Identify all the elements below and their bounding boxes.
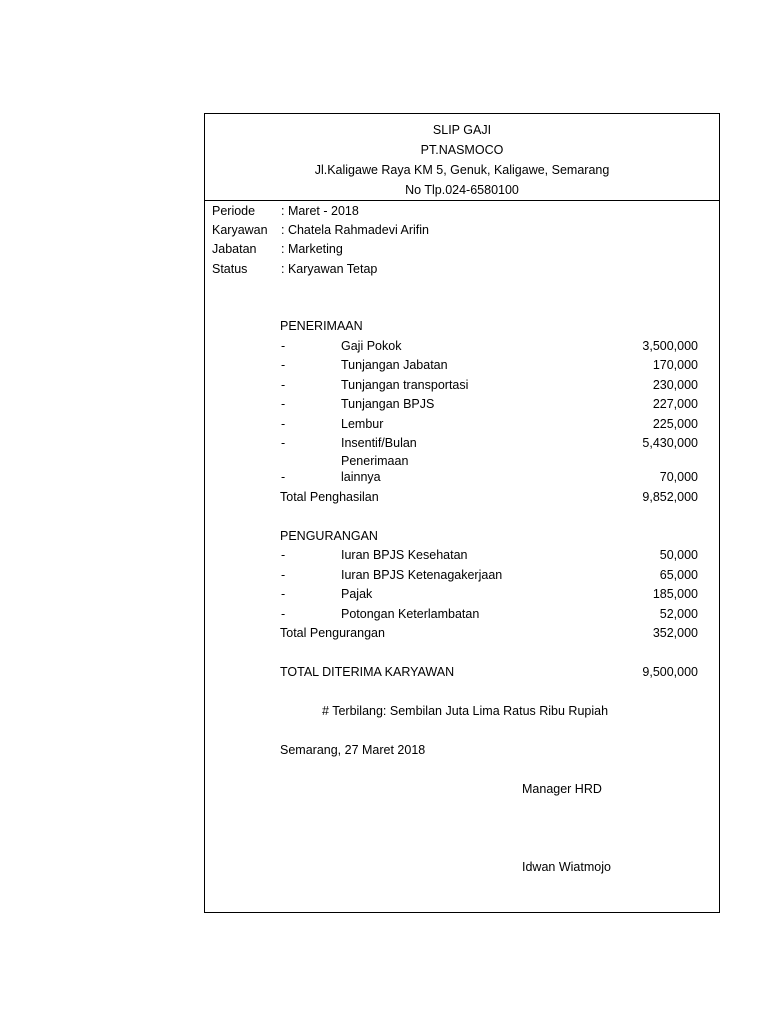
total-diterima-label: TOTAL DITERIMA KARYAWAN	[280, 665, 455, 679]
list-item-dash: -	[281, 568, 286, 582]
list-item-dash: -	[281, 548, 286, 562]
list-item-amount: 50,000	[659, 548, 698, 562]
info-label-periode: Periode	[212, 204, 256, 218]
info-label-status: Status	[212, 262, 248, 276]
list-item-name-line2: lainnya	[341, 470, 381, 484]
list-item-dash: -	[281, 470, 286, 484]
list-item-name: Tunjangan transportasi	[341, 378, 469, 392]
info-value-status: : Karyawan Tetap	[281, 262, 378, 276]
list-item-name: Potongan Keterlambatan	[341, 607, 480, 621]
total-penghasilan-amount: 9,852,000	[642, 490, 698, 504]
slip-header	[205, 114, 719, 201]
total-pengurangan-label: Total Pengurangan	[280, 626, 385, 640]
info-value-periode: : Maret - 2018	[281, 204, 359, 218]
list-item-name: Pajak	[341, 587, 373, 601]
terbilang-text: # Terbilang: Sembilan Juta Lima Ratus Ribu Rupiah	[322, 704, 609, 718]
list-item-amount: 65,000	[659, 568, 698, 582]
company-address: Jl.Kaligawe Raya KM 5, Genuk, Kaligawe, Semarang	[314, 163, 610, 177]
info-value-jabatan: : Marketing	[281, 242, 343, 256]
list-item-dash: -	[281, 339, 286, 353]
list-item-amount: 227,000	[652, 397, 698, 411]
list-item-dash: -	[281, 587, 286, 601]
company-phone: No Tlp.024-6580100	[405, 183, 519, 197]
list-item-name: Tunjangan Jabatan	[341, 358, 448, 372]
list-item-amount: 70,000	[659, 470, 698, 484]
total-diterima-amount: 9,500,000	[642, 665, 698, 679]
list-item-name-line1: Penerimaan	[341, 454, 409, 468]
list-item-dash: -	[281, 358, 286, 372]
signature-name: Idwan Wiatmojo	[522, 860, 611, 874]
list-item-name: Tunjangan BPJS	[341, 397, 435, 411]
list-item-amount: 225,000	[652, 417, 698, 431]
list-item-amount: 5,430,000	[642, 436, 698, 450]
list-item-amount: 52,000	[659, 607, 698, 621]
list-item-amount: 185,000	[652, 587, 698, 601]
salary-slip	[204, 113, 720, 913]
info-value-karyawan: : Chatela Rahmadevi Arifin	[281, 223, 429, 237]
total-pengurangan-amount: 352,000	[652, 626, 698, 640]
list-item-dash: -	[281, 397, 286, 411]
signature-title: Manager HRD	[522, 782, 602, 796]
list-item-amount: 3,500,000	[642, 339, 698, 353]
list-item-amount: 230,000	[652, 378, 698, 392]
info-label-karyawan: Karyawan	[212, 223, 268, 237]
info-label-jabatan: Jabatan	[212, 242, 257, 256]
list-item-name: Lembur	[341, 417, 384, 431]
place-date: Semarang, 27 Maret 2018	[280, 743, 426, 757]
list-item-dash: -	[281, 417, 286, 431]
list-item-name: Insentif/Bulan	[341, 436, 417, 450]
slip-title: SLIP GAJI	[432, 123, 492, 137]
list-item-dash: -	[281, 436, 286, 450]
list-item-dash: -	[281, 378, 286, 392]
penerimaan-heading: PENERIMAAN	[280, 319, 363, 333]
total-penghasilan-label: Total Penghasilan	[280, 490, 379, 504]
pengurangan-heading: PENGURANGAN	[280, 529, 378, 543]
list-item-dash: -	[281, 607, 286, 621]
company-name: PT.NASMOCO	[420, 143, 504, 157]
list-item-amount: 170,000	[652, 358, 698, 372]
list-item-name: Iuran BPJS Kesehatan	[341, 548, 468, 562]
list-item-name: Iuran BPJS Ketenagakerjaan	[341, 568, 503, 582]
list-item-name: Gaji Pokok	[341, 339, 402, 353]
